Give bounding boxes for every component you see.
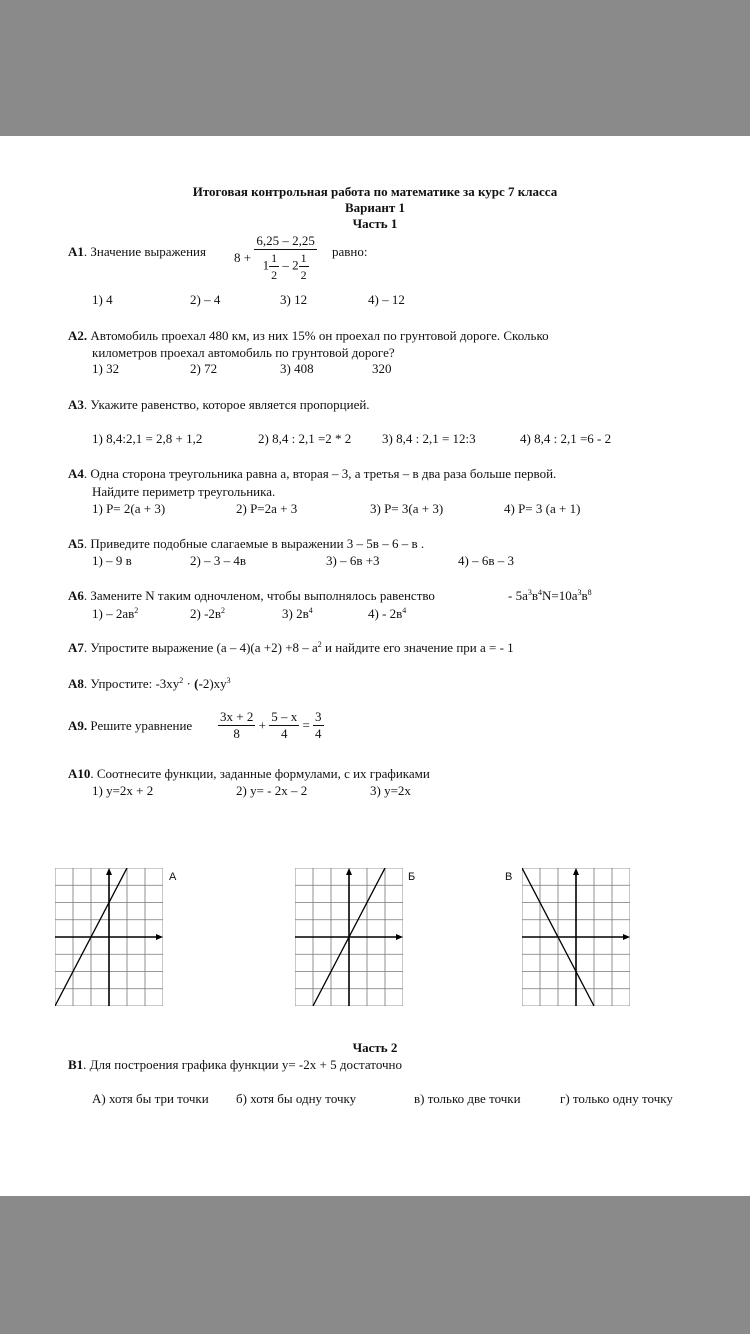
a9-f3-num: 3 xyxy=(315,709,322,724)
a9-f3-den: 4 xyxy=(315,726,322,741)
a3-option-2: 2) 8,4 : 2,1 =2 * 2 xyxy=(258,431,352,446)
question-text: . Для построения графика функции y= -2x + 5 достаточно xyxy=(83,1057,402,1072)
a6-eq-part: - 5a xyxy=(508,588,528,603)
a1-after-text: равно: xyxy=(332,244,368,259)
a8-dot: · xyxy=(183,676,195,691)
question-a10 xyxy=(68,766,430,782)
a9-fraction-2 xyxy=(269,709,299,742)
a3-option-4: 4) 8,4 : 2,1 =6 - 2 xyxy=(520,431,612,446)
a1-fraction xyxy=(254,233,317,283)
question-text: Решите уравнение xyxy=(87,718,193,733)
a6-option-1 xyxy=(92,606,138,622)
question-number: В1 xyxy=(68,1057,84,1072)
worksheet-page xyxy=(0,136,750,1196)
question-text: . Упростите выражение (а – 4)(а +2) +8 – а xyxy=(83,640,318,655)
a9-f1-num: 3x + 2 xyxy=(220,709,254,724)
a1-mixed1-frac xyxy=(269,250,279,283)
a4-option-2: 2) P=2a + 3 xyxy=(236,501,298,516)
a6-option-base: 2) -2в xyxy=(190,606,222,621)
question-a3 xyxy=(68,397,370,413)
a9-plus: + xyxy=(258,717,266,733)
question-text: . Упростите: -3xy xyxy=(83,676,180,691)
question-a6 xyxy=(68,588,435,604)
a8-exponent-2: 3 xyxy=(226,676,231,685)
graph-v xyxy=(522,868,630,1006)
a6-option-2 xyxy=(190,606,225,622)
a8-bold-part: (- xyxy=(194,676,203,691)
a9-f2-den: 4 xyxy=(280,726,288,741)
a6-option-exp: 2 xyxy=(134,606,139,615)
a2-option-1: 1) 32 xyxy=(92,361,120,376)
a4-line2: Найдите периметр треугольника. xyxy=(92,484,276,499)
a1-mixed1-whole: 1 xyxy=(262,257,270,273)
part1-label: Часть 1 xyxy=(352,216,398,231)
a4-option-4: 4) P= 3 (a + 1) xyxy=(504,501,581,516)
b1-option-1: А) хотя бы три точки xyxy=(92,1091,209,1106)
question-number: А5 xyxy=(68,536,84,551)
a3-option-3: 3) 8,4 : 2,1 = 12:3 xyxy=(382,431,476,446)
a5-option-4: 4) – 6в – 3 xyxy=(458,553,514,568)
question-a2 xyxy=(68,328,549,344)
question-number: А6 xyxy=(68,588,84,603)
question-text-end: и найдите его значение при а = - 1 xyxy=(321,640,514,655)
a3-option-1: 1) 8,4:2,1 = 2,8 + 1,2 xyxy=(92,431,203,446)
a1-option-3: 3) 12 xyxy=(280,292,308,307)
graph-a xyxy=(55,868,163,1006)
x-axis-arrow xyxy=(156,934,163,940)
graph-b xyxy=(295,868,403,1006)
question-number: А2. xyxy=(68,328,88,343)
part2-label: Часть 2 xyxy=(352,1040,398,1055)
a6-option-base: 3) 2в xyxy=(282,606,309,621)
b1-option-4: г) только одну точку xyxy=(560,1091,673,1106)
a1-mixed2-num: 1 xyxy=(300,251,307,265)
question-a9 xyxy=(68,718,192,734)
question-text: . Замените N таким одночленом, чтобы выполнялось равенство xyxy=(83,588,435,603)
y-axis-arrow xyxy=(346,868,352,875)
a7-exponent: 2 xyxy=(317,640,322,649)
a1-option-4: 4) – 12 xyxy=(368,292,405,307)
a6-equation xyxy=(508,588,592,604)
question-a5 xyxy=(68,536,424,552)
a10-option-3: 3) y=2x xyxy=(370,783,411,798)
a9-fraction-3 xyxy=(313,709,324,742)
graph-v-label: В xyxy=(505,871,513,883)
variant-label: Вариант 1 xyxy=(344,200,406,215)
a1-mixed1-num: 1 xyxy=(271,251,278,265)
question-a4 xyxy=(68,466,556,482)
b1-option-3: в) только две точки xyxy=(414,1091,521,1106)
x-axis-arrow xyxy=(623,934,630,940)
question-text: . Укажите равенство, которое является пропорцией. xyxy=(83,397,370,412)
a6-eq-exp: 4 xyxy=(538,588,542,597)
b1-option-2: б) хотя бы одну точку xyxy=(236,1091,357,1106)
a1-mixed1-den: 2 xyxy=(271,268,278,282)
a5-option-2: 2) – 3 – 4в xyxy=(190,553,246,568)
question-b1 xyxy=(68,1057,402,1073)
a6-option-base: 4) - 2в xyxy=(368,606,403,621)
a6-option-exp: 4 xyxy=(402,606,407,615)
a6-option-3 xyxy=(282,606,313,622)
a1-fraction-denominator xyxy=(254,250,317,283)
a6-eq-part: в xyxy=(531,588,538,603)
a2-option-3: 3) 408 xyxy=(280,361,314,376)
question-number: А3 xyxy=(68,397,84,412)
a4-option-3: 3) P= 3(a + 3) xyxy=(370,501,444,516)
a2-option-2: 2) 72 xyxy=(190,361,218,376)
question-text: . Значение выражения xyxy=(83,244,206,259)
y-axis-arrow xyxy=(573,868,579,875)
a1-expression xyxy=(234,233,317,283)
question-number: А1 xyxy=(68,244,84,259)
a8-text-end: 2)xy xyxy=(202,676,227,691)
a6-eq-part: N=10a xyxy=(542,588,578,603)
a1-option-2: 2) – 4 xyxy=(190,292,221,307)
a6-eq-part: в xyxy=(581,588,588,603)
question-a7 xyxy=(68,640,514,656)
a9-equation xyxy=(218,709,324,742)
a6-eq-exp: 3 xyxy=(527,588,532,597)
question-number: А4 xyxy=(68,466,84,481)
a2-option-4: 320 xyxy=(372,361,392,376)
a1-mixed2-frac xyxy=(299,250,309,283)
a1-minus: – 2 xyxy=(282,257,299,273)
question-text: Автомобиль проехал 480 км, из них 15% он проехал по грунтовой дороге. Сколько xyxy=(87,328,549,343)
question-text: . Приведите подобные слагаемые в выражении 3 – 5в – 6 – в . xyxy=(83,536,425,551)
a1-option-1: 1) 4 xyxy=(92,292,113,307)
a1-expr-lead: 8 + xyxy=(234,250,252,265)
a6-option-exp: 2 xyxy=(221,606,226,615)
question-number: А8 xyxy=(68,676,84,691)
graph-b-label: Б xyxy=(408,871,416,883)
question-a1 xyxy=(68,244,206,260)
a6-option-exp: 4 xyxy=(308,606,313,615)
a6-option-4 xyxy=(368,606,406,622)
a9-equals: = xyxy=(302,717,310,733)
a10-option-2: 2) y= - 2x – 2 xyxy=(236,783,308,798)
a6-option-base: 1) – 2ав xyxy=(92,606,135,621)
question-a8 xyxy=(68,676,231,692)
question-number: А9. xyxy=(68,718,88,733)
a9-f2-num: 5 – x xyxy=(271,709,298,724)
x-axis-arrow xyxy=(396,934,403,940)
a1-mixed2-den: 2 xyxy=(300,268,307,282)
question-number: А7 xyxy=(68,640,84,655)
a4-option-1: 1) P= 2(a + 3) xyxy=(92,501,166,516)
a9-fraction-1 xyxy=(218,709,255,742)
y-axis-arrow xyxy=(106,868,112,875)
a6-eq-exp: 3 xyxy=(577,588,582,597)
worksheet-title: Итоговая контрольная работа по математике за курс 7 класса xyxy=(192,184,558,199)
question-number: А10 xyxy=(68,766,91,781)
graph-a-label: А xyxy=(169,871,177,883)
question-text: . Соотнесите функции, заданные формулами, с их графиками xyxy=(90,766,430,781)
a5-option-1: 1) – 9 в xyxy=(92,553,132,568)
a1-fraction-numerator: 6,25 – 2,25 xyxy=(256,233,315,248)
a6-eq-exp: 8 xyxy=(587,588,592,597)
a5-option-3: 3) – 6в +3 xyxy=(326,553,380,568)
a8-exponent-1: 2 xyxy=(179,676,184,685)
a2-line2: километров проехал автомобиль по грунтовой дороге? xyxy=(92,345,395,360)
a10-option-1: 1) y=2x + 2 xyxy=(92,783,154,798)
question-text: . Одна сторона треугольника равна а, вторая – 3, а третья – в два раза больше первой. xyxy=(83,466,557,481)
a9-f1-den: 8 xyxy=(233,726,240,741)
